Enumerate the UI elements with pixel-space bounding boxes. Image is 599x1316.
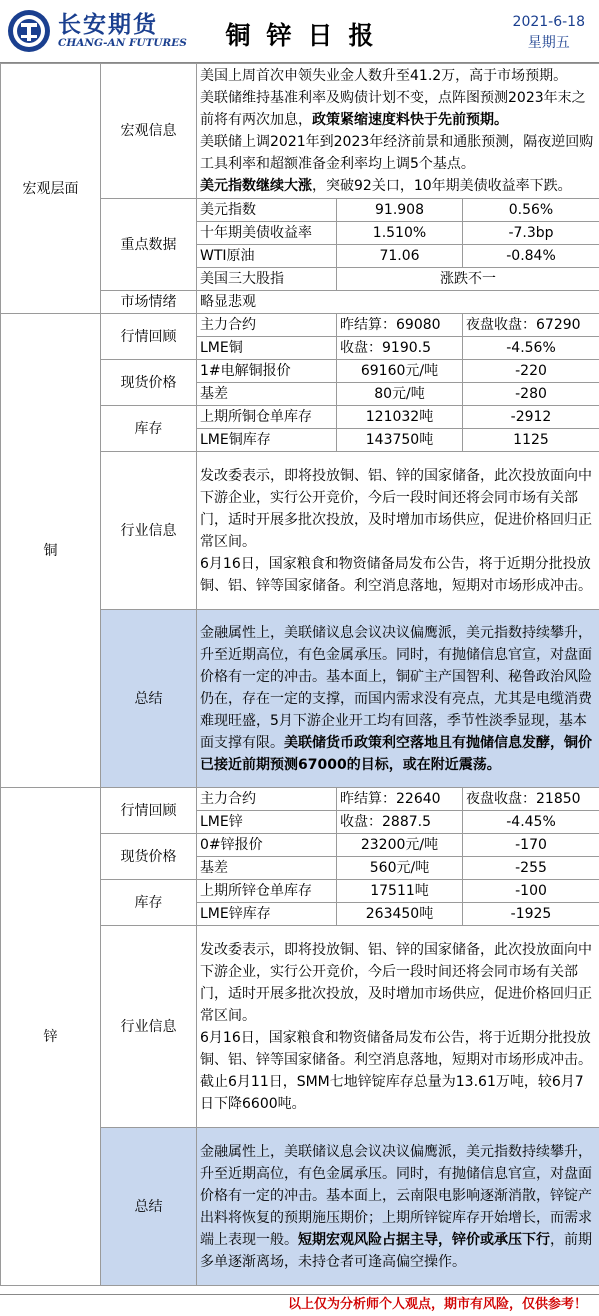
review-cell: LME锌 — [197, 811, 337, 834]
zinc-summary-text — [197, 1128, 599, 1286]
review-cell: -4.45% — [463, 811, 599, 834]
label-key-data: 重点数据 — [101, 199, 197, 291]
data-value-cell: 71.06 — [337, 245, 463, 268]
label-zinc-industry: 行业信息 — [101, 926, 197, 1128]
label-copper-review: 行情回顾 — [101, 314, 197, 360]
review-cell: 主力合约 — [197, 314, 337, 337]
stock-cell: 上期所锌仓单库存 — [197, 880, 337, 903]
zinc-industry-text — [197, 926, 599, 1128]
company-name-cn: 长安期货 — [58, 6, 158, 39]
industry-paragraph: 发改委表示，即将投放铜、铝、锌的国家储备，此次投放面向中下游企业，实行公开竞价，今后一段时间还将会同市场有关部门，适时开展多批次投放，及时增加市场供应，促进价格回归正常区间。 — [200, 465, 596, 553]
stock-cell: -2912 — [463, 406, 599, 429]
stock-cell: 上期所铜仓单库存 — [197, 406, 337, 429]
report-title: 铜锌日报 — [0, 16, 599, 52]
label-macro-info: 宏观信息 — [101, 64, 197, 199]
zinc-summary-body: 金融属性上，美联储议息会议决议偏鹰派，美元指数持续攀升，升至近期高位，有色金属承压。同时，有抛储信息官宣，对盘面价格有一定的冲击。基本面上，云南限电影响逐渐消散，锌锭产出料将恢复的预期施压期价；上期所锌锭库存开始增长，而需求端上表现一般。 — [200, 1144, 592, 1248]
label-zinc-stock: 库存 — [101, 880, 197, 926]
weekday-text: 星期五 — [513, 33, 585, 54]
review-cell: 昨结算：22640 — [337, 788, 463, 811]
label-copper-stock: 库存 — [101, 406, 197, 452]
data-value-cell: 91.908 — [337, 199, 463, 222]
macro-info-1: 美国上周首次申领失业金人数升至41.2万，高于市场预期。 — [200, 68, 567, 84]
spot-cell: -280 — [463, 383, 599, 406]
industry-paragraph: 发改委表示，即将投放铜、铝、锌的国家储备，此次投放面向中下游企业，实行公开竞价，今后一段时间还将会同市场有关部门，适时开展多批次投放，及时增加市场供应，促进价格回归正常区间。 — [200, 939, 596, 1027]
copper-summary-text — [197, 610, 599, 788]
stock-cell: LME锌库存 — [197, 903, 337, 926]
us-indices-name: 美国三大股指 — [197, 268, 337, 291]
label-copper-summary: 总结 — [101, 610, 197, 788]
label-sentiment: 市场情绪 — [101, 291, 197, 314]
stock-cell: 143750吨 — [337, 429, 463, 452]
spot-cell: -255 — [463, 857, 599, 880]
spot-cell: 23200元/吨 — [337, 834, 463, 857]
stock-cell: 1125 — [463, 429, 599, 452]
copper-industry-text — [197, 452, 599, 610]
industry-paragraph: 6月16日，国家粮食和物资储备局发布公告，将于近期分批投放铜、铝、锌等国家储备。利空消息落地，短期对市场形成冲击。 — [200, 553, 596, 597]
review-cell: -4.56% — [463, 337, 599, 360]
industry-paragraph: 截止6月11日，SMM七地锌锭库存总量为13.61万吨，较6月7日下降6600吨。 — [200, 1071, 596, 1115]
spot-cell: 基差 — [197, 857, 337, 880]
stock-cell: 17511吨 — [337, 880, 463, 903]
data-name-cell: WTI原油 — [197, 245, 337, 268]
spot-cell: 80元/吨 — [337, 383, 463, 406]
spot-cell: 基差 — [197, 383, 337, 406]
label-copper-industry: 行业信息 — [101, 452, 197, 610]
disclaimer-footer: 以上仅为分析师个人观点，期市有风险，仅供参考！ — [0, 1294, 599, 1316]
macro-info-3: 美联储上调2021年到2023年经济前景和通胀预测，隔夜逆回购工具利率和超额准备金利率均上调5个基点。 — [200, 134, 593, 172]
macro-info-2-bold: 政策紧缩速度料快于先前预期。 — [312, 112, 508, 128]
label-zinc-summary: 总结 — [101, 1128, 197, 1286]
spot-cell: -170 — [463, 834, 599, 857]
us-indices-value: 涨跌不一 — [337, 268, 599, 291]
report-date — [513, 12, 585, 54]
stock-cell: -1925 — [463, 903, 599, 926]
data-name-cell: 十年期美债收益率 — [197, 222, 337, 245]
copper-summary-body: 金融属性上，美联储议息会议决议偏鹰派，美元指数持续攀升，升至近期高位，有色金属承压。同时，有抛储信息官宣，对盘面价格有一定的冲击。基本面上，铜矿主产国智利、秘鲁政治风险仍在，存在一定的支撑，而国内需求没有亮点，尤其是电缆消费难现旺盛，5月下游企业开工均有回落，季节性淡季显现，基本面支撑有限。 — [200, 625, 592, 751]
data-value-cell: 1.510% — [337, 222, 463, 245]
copper-summary-conclusion: 美联储货币政策利空落地且有抛储信息发酵，铜价已接近前期预测67000的目标，或在附近震荡。 — [200, 735, 592, 773]
company-name-en: CHANG-AN FUTURES — [58, 37, 187, 49]
stock-cell: -100 — [463, 880, 599, 903]
label-copper-spot: 现货价格 — [101, 360, 197, 406]
data-name-cell: 美元指数 — [197, 199, 337, 222]
review-cell: 收盘：2887.5 — [337, 811, 463, 834]
macro-info-4: ，突破92关口，10年期美债收益率下跌。 — [312, 178, 572, 194]
spot-cell: 0#锌报价 — [197, 834, 337, 857]
review-cell: 主力合约 — [197, 788, 337, 811]
date-text: 2021-6-18 — [513, 12, 585, 33]
section-zinc: 锌 — [1, 788, 101, 1286]
label-zinc-spot: 现货价格 — [101, 834, 197, 880]
macro-info-2: 美联储维持基准利率及购债计划不变，点阵图预测2023年末之前将有两次加息， — [200, 90, 586, 128]
spot-cell: 560元/吨 — [337, 857, 463, 880]
zinc-summary-conclusion: 短期宏观风险占据主导，锌价或承压下行 — [298, 1232, 550, 1248]
data-change-cell: -7.3bp — [463, 222, 599, 245]
report-header — [0, 0, 599, 63]
spot-cell: 69160元/吨 — [337, 360, 463, 383]
stock-cell: 121032吨 — [337, 406, 463, 429]
zinc-summary-tail: ，前期多单逐渐离场，未持仓者可逢高偏空操作。 — [200, 1232, 592, 1270]
review-cell: LME铜 — [197, 337, 337, 360]
report-table — [0, 63, 599, 1286]
data-change-cell: 0.56% — [463, 199, 599, 222]
review-cell: 收盘：9190.5 — [337, 337, 463, 360]
section-macro: 宏观层面 — [1, 64, 101, 314]
section-copper: 铜 — [1, 314, 101, 788]
macro-info-text — [197, 64, 599, 199]
stock-cell: LME铜库存 — [197, 429, 337, 452]
macro-info-4-bold: 美元指数继续大涨 — [200, 178, 312, 194]
spot-cell: 1#电解铜报价 — [197, 360, 337, 383]
review-cell: 夜盘收盘：21850 — [463, 788, 599, 811]
sentiment-value: 略显悲观 — [197, 291, 599, 314]
label-zinc-review: 行情回顾 — [101, 788, 197, 834]
review-cell: 昨结算：69080 — [337, 314, 463, 337]
stock-cell: 263450吨 — [337, 903, 463, 926]
industry-paragraph: 6月16日，国家粮食和物资储备局发布公告，将于近期分批投放铜、铝、锌等国家储备。利空消息落地，短期对市场形成冲击。 — [200, 1027, 596, 1071]
review-cell: 夜盘收盘：67290 — [463, 314, 599, 337]
data-change-cell: -0.84% — [463, 245, 599, 268]
spot-cell: -220 — [463, 360, 599, 383]
